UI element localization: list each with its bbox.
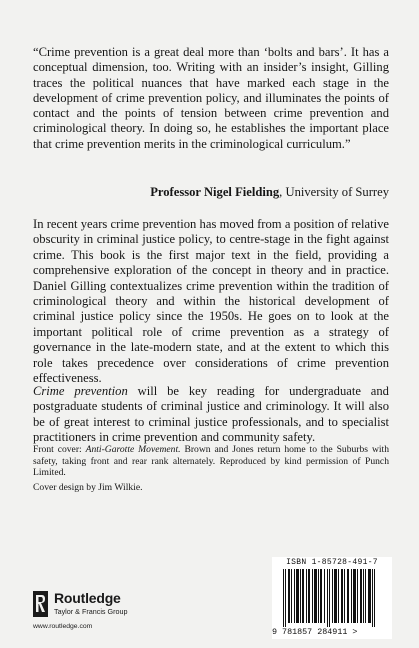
endorser-name: Professor Nigel Fielding: [150, 185, 280, 199]
isbn-barcode-block: [272, 557, 392, 639]
publisher-name: Routledge: [54, 590, 121, 606]
book-title-italic: Crime prevention: [33, 384, 128, 398]
publisher-logo: [33, 590, 193, 640]
readership-text: will be key reading for undergraduate and postgraduate students of criminal justice and criminology. It will also be of great interest to criminal justice professionals, and to specialist practitioners in crime prevention and community safety.: [33, 384, 389, 445]
publisher-tagline: Taylor & Francis Group: [54, 607, 128, 616]
endorsement-quote: “Crime prevention is a great deal more than ‘bolts and bars’. It has a conceptual dimension, too. Writing with an insider’s insight, Gilling traces the political nuances that have marked each stage in the development of crime prevention policy, and illuminates the points of contact and the points of tension between crime prevention and criminological theory. In doing so, he establishes the important place that crime prevention merits in the criminological curriculum.”: [33, 45, 389, 151]
barcode-icon: [272, 569, 392, 627]
isbn-number: ISBN 1-85728-491-7: [286, 558, 378, 567]
cover-design-credit: Cover design by Jim Wilkie.: [33, 482, 143, 493]
front-cover-text: Brown and Jones return home to the Suburbs with safety, taking front and rear rank alternately. Reproduced by kind permission of Punch Limited.: [33, 444, 389, 479]
barcode-digits: 9 781857 284911 >: [272, 627, 358, 637]
front-cover-title: Anti-Garotte Movement.: [85, 444, 181, 455]
endorser-affiliation: , University of Surrey: [279, 185, 389, 199]
book-description: In recent years crime prevention has moved from a position of relative obscurity in criminal justice policy, to centre-stage in the fight against crime. This book is the first major text in the field, providing a comprehensive exploration of the concept in theory and in practice. Daniel Gilling contextualizes crime prevention within the tradition of criminological theory and within the historical development of criminal justice policy since the 1950s. He goes on to look at the important political role of crime prevention as a strategy of governance in the late-modern state, and at the extent to which this role takes precedence over considerations of crime prevention effectiveness.: [33, 217, 389, 386]
publisher-url: www.routledge.com: [33, 623, 93, 630]
readership-paragraph: [33, 384, 389, 446]
routledge-mark-icon: [33, 591, 48, 617]
front-cover-label: Front cover:: [33, 444, 86, 455]
endorsement-attribution: [150, 185, 389, 200]
front-cover-credit: [33, 444, 389, 479]
